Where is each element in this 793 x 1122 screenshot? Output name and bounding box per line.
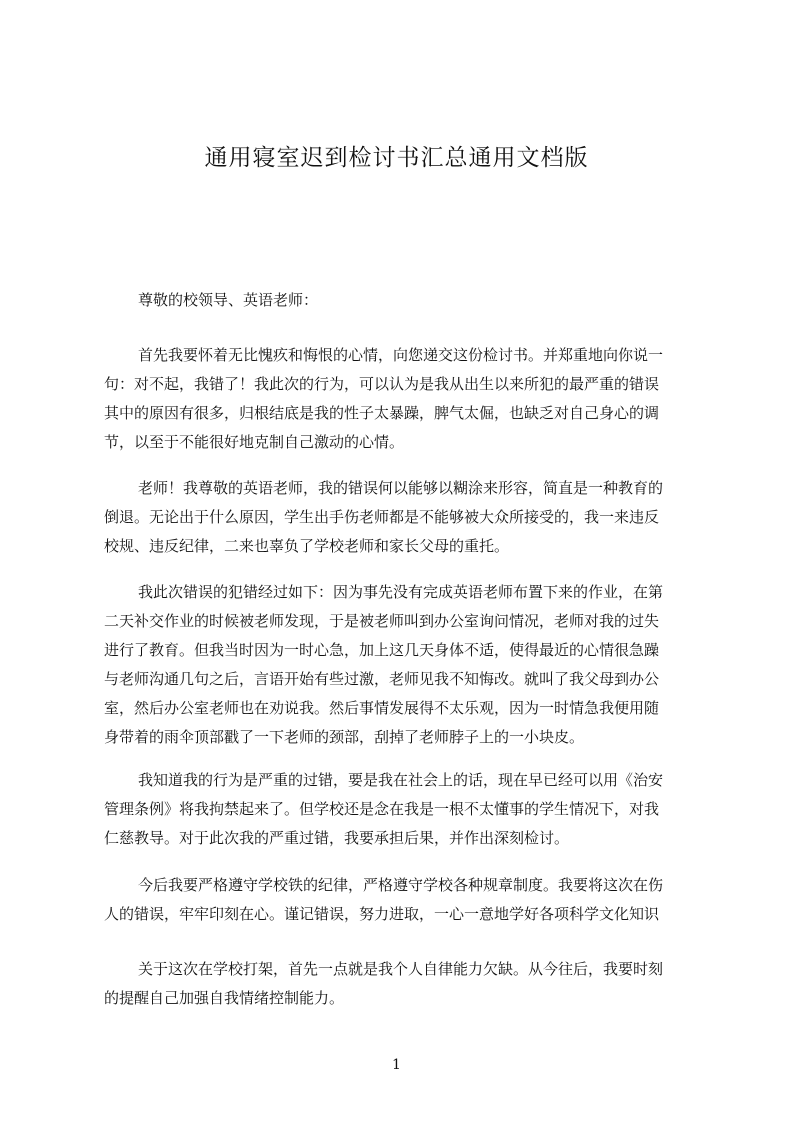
paragraph-line: 节，以至于不能很好地克制自己激动的心情。 <box>104 433 405 451</box>
paragraph-line: 仁慈教导。对于此次我的严重过错，我要承担后果，并作出深刻检讨。 <box>104 829 570 847</box>
paragraph-line: 我此次错误的犯错经过如下：因为事先没有完成英语老师布置下来的作业，在第 <box>138 583 664 601</box>
paragraph-line: 我知道我的行为是严重的过错，要是我在社会上的话，现在早已经可以用《治安 <box>138 771 664 789</box>
document-title: 通用寝室迟到检讨书汇总通用文档版 <box>204 145 589 171</box>
paragraph-line: 首先我要怀着无比愧疚和悔恨的心情，向您递交这份检讨书。并郑重地向你说一 <box>138 346 664 364</box>
paragraph-line: 句：对不起，我错了！我此次的行为，可以认为是我从出生以来所犯的最严重的错误 <box>104 375 660 393</box>
paragraph-line: 进行了教育。但我当时因为一时心急，加上这几天身体不适，使得最近的心情很急躁 <box>104 641 660 659</box>
paragraph-line: 管理条例》将我拘禁起来了。但学校还是念在我是一根不太懂事的学生情况下，对我 <box>104 800 660 818</box>
paragraph-line: 的提醒自己加强自我情绪控制能力。 <box>104 989 345 1007</box>
paragraph-3 <box>104 578 704 752</box>
salutation: 尊敬的校领导、英语老师： <box>138 291 319 309</box>
paragraph-line: 二天补交作业的时候被老师发现，于是被老师叫到办公室询问情况，老师对我的过失 <box>104 612 660 630</box>
paragraph-line: 其中的原因有很多，归根结底是我的性子太暴躁，脾气太倔，也缺乏对自己身心的调 <box>104 404 660 422</box>
paragraph-line: 身带着的雨伞顶部戳了一下老师的颈部，刮掉了老师脖子上的一小块皮。 <box>104 728 585 746</box>
paragraph-line: 人的错误，牢牢印刻在心。谨记错误，努力进取，一心一意地学好各项科学文化知识 <box>104 905 660 923</box>
paragraph-line: 室，然后办公室老师也在劝说我。然后事情发展得不太乐观，因为一时情急我便用随 <box>104 699 660 717</box>
paragraph-line: 校规、违反纪律，二来也辜负了学校老师和家长父母的重托。 <box>104 537 510 555</box>
paragraph-line: 老师！我尊敬的英语老师，我的错误何以能够以糊涂来形容，简直是一种教育的 <box>138 479 664 497</box>
paragraph-line: 与老师沟通几句之后，言语开始有些过激，老师见我不知悔改。就叫了我父母到办公 <box>104 670 660 688</box>
paragraph-line: 倒退。无论出于什么原因，学生出手伤老师都是不能够被大众所接受的，我一来违反 <box>104 508 660 526</box>
page-number: 1 <box>392 1057 401 1073</box>
paragraph-1 <box>104 341 704 457</box>
paragraph-line: 关于这次在学校打架，首先一点就是我个人自律能力欠缺。从今往后，我要时刻 <box>138 960 664 978</box>
paragraph-4 <box>104 766 704 853</box>
paragraph-2 <box>104 474 704 561</box>
paragraph-line: 今后我要严格遵守学校铁的纪律，严格遵守学校各种规章制度。我要将这次在伤 <box>138 876 664 894</box>
paragraph-6 <box>104 955 704 1013</box>
paragraph-5 <box>104 871 704 929</box>
